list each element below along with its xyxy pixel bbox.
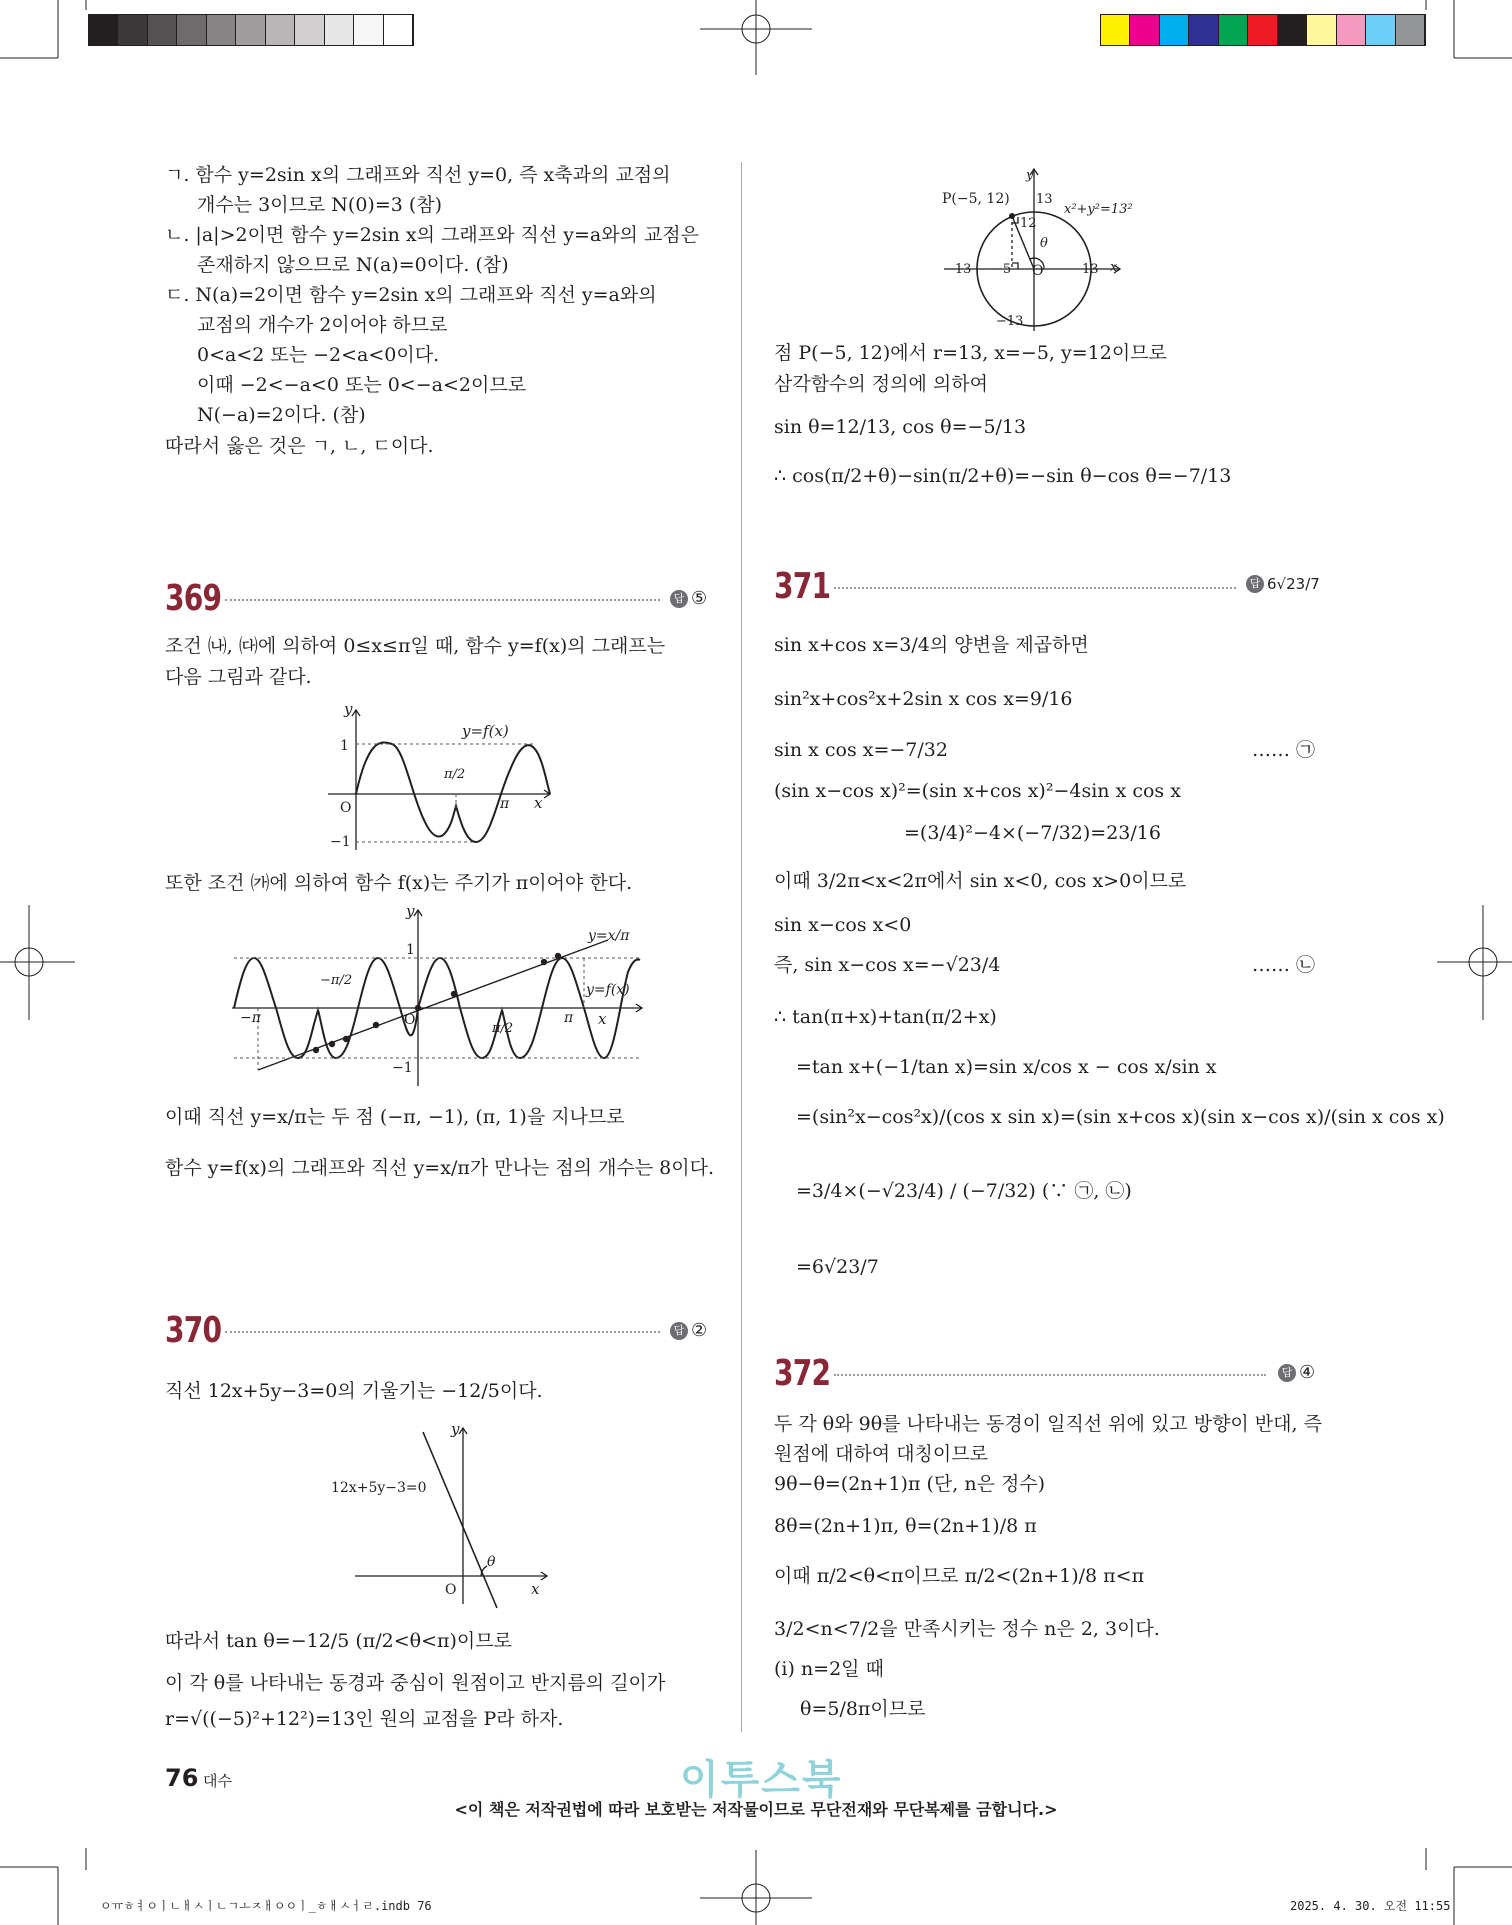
solution-line: =tan x+(−1/tan x)=sin x/cos x − cos x/sin x	[796, 1056, 1217, 1078]
intro-line: 0<a<2 또는 −2<a<0이다.	[197, 344, 440, 366]
leader-dots	[834, 1374, 1266, 1376]
solution-line: 이때 3/2π<x<2π에서 sin x<0, cos x>0이므로	[774, 870, 1187, 892]
intro-line: ㄷ. N(a)=2이면 함수 y=2sin x의 그래프와 직선 y=a와의	[165, 284, 657, 306]
solution-line: ∴ tan(π+x)+tan(π/2+x)	[774, 1006, 997, 1028]
solution-line: 함수 y=f(x)의 그래프와 직선 y=x/π가 만나는 점의 개수는 8이다.	[165, 1157, 715, 1179]
tick-13: 13	[1082, 262, 1099, 277]
tick-neg-pi: −π	[240, 1010, 261, 1026]
publisher-logo: 이투스북	[680, 1757, 843, 1803]
column-divider	[741, 162, 742, 1732]
solution-line: sin x cos x=−7/32	[774, 739, 948, 761]
page-subject: 대수	[203, 1772, 232, 1790]
point-p-label: P(−5, 12)	[942, 191, 1010, 207]
solution-line: 조건 ㈏, ㈐에 의하여 0≤x≤π일 때, 함수 y=f(x)의 그래프는	[165, 635, 666, 657]
answer-badge-icon: 답	[1246, 575, 1264, 593]
solution-line: =3/4×(−√23/4) / (−7/32) (∵ ㉠, ㉡)	[796, 1180, 1132, 1202]
circle-equation: x²+y²=13²	[1064, 202, 1133, 217]
tick-pi: π	[564, 1010, 574, 1026]
theta-label: θ	[1040, 236, 1048, 251]
y-axis-label: y	[344, 700, 353, 718]
intro-line: 개수는 3이므로 N(0)=3 (참)	[197, 194, 443, 216]
solution-line: 즉, sin x−cos x=−√23/4	[774, 954, 1001, 976]
page-number: 76	[165, 1764, 199, 1792]
problem-number: 370	[165, 1310, 222, 1351]
graph-f-with-line	[228, 902, 648, 1090]
y-axis-label: y	[406, 902, 415, 920]
answer-value: ②	[691, 1320, 708, 1341]
answer-tag	[670, 1320, 707, 1341]
solution-line: (i) n=2일 때	[774, 1658, 884, 1680]
problem-number: 371	[774, 566, 831, 607]
origin-label: O	[445, 1582, 457, 1598]
solution-line: 3/2<n<7/2을 만족시키는 정수 n은 2, 3이다.	[774, 1618, 1160, 1640]
solution-line: 9θ−θ=(2n+1)π (단, n은 정수)	[774, 1473, 1046, 1495]
solution-line: 따라서 tan θ=−12/5 (π/2<θ<π)이므로	[165, 1630, 512, 1652]
answer-badge-icon: 답	[670, 590, 688, 608]
radius-label: 13	[1036, 192, 1053, 207]
solution-line: 다음 그림과 같다.	[165, 666, 312, 688]
line-label: 12x+5y−3=0	[331, 1480, 427, 1496]
equation-mark-1: …… ㉠	[1252, 739, 1316, 761]
intro-line: 교점의 개수가 2이어야 하므로	[197, 314, 448, 336]
x-axis-label: x	[598, 1010, 607, 1028]
tick-half-pi: π/2	[444, 767, 466, 782]
solution-line: 또한 조건 ㈎에 의하여 함수 f(x)는 주기가 π이어야 한다.	[165, 872, 633, 894]
answer-badge-icon: 답	[1278, 1364, 1296, 1382]
intro-line: ㄱ. 함수 y=2sin x의 그래프와 직선 y=0, 즉 x축과의 교점의	[165, 164, 671, 186]
function-label: y=f(x)	[586, 982, 630, 998]
solution-line: =(3/4)²−4×(−7/32)=23/16	[904, 822, 1161, 844]
x-axis-label: x	[531, 1580, 540, 1598]
tick-pi: π	[500, 796, 510, 812]
leader-dots	[225, 1331, 660, 1333]
y-axis-label: y	[1026, 168, 1034, 183]
answer-value: ⑤	[691, 588, 708, 609]
tick-one: 1	[406, 942, 415, 958]
solution-line: 이때 직선 y=x/π는 두 점 (−π, −1), (π, 1)을 지나므로	[165, 1106, 625, 1128]
problem-number: 372	[774, 1353, 831, 1394]
solution-line: 원점에 대하여 대칭이므로	[774, 1443, 988, 1465]
tick-neg-13: −13	[944, 262, 972, 277]
tick-neg-half-pi: −π/2	[320, 973, 353, 988]
tick-neg-one: −1	[392, 1060, 413, 1076]
print-timestamp: 2025. 4. 30. 오전 11:55	[1290, 1899, 1451, 1913]
height-label: 12	[1020, 216, 1037, 231]
intro-line: N(−a)=2이다. (참)	[197, 404, 366, 426]
solution-line: 8θ=(2n+1)π, θ=(2n+1)/8 π	[774, 1515, 1037, 1537]
answer-tag	[1246, 573, 1320, 594]
solution-line: sin x−cos x<0	[774, 914, 912, 936]
solution-line: (sin x−cos x)²=(sin x+cos x)²−4sin x cos x	[774, 780, 1181, 802]
solution-line: 이 각 θ를 나타내는 동경과 중심이 원점이고 반지름의 길이가	[165, 1672, 666, 1694]
file-slug: ㅇㅠㅎㅕㅇㅣㄴㅐㅅㅣㄴㄱㅗㅈㅐㅇㅇㅣ_ㅎㅐㅅㅓㄹ.indb 76	[100, 1899, 432, 1913]
solution-line: sin²x+cos²x+2sin x cos x=9/16	[774, 688, 1073, 710]
answer-value: ④	[1299, 1362, 1316, 1383]
solution-line: ∴ cos(π/2+θ)−sin(π/2+θ)=−sin θ−cos θ=−7/13	[774, 465, 1232, 487]
origin-label: O	[1032, 263, 1044, 279]
tick-neg-13-bottom: −13	[996, 314, 1024, 329]
leader-dots	[834, 587, 1236, 589]
answer-badge-icon: 답	[670, 1322, 688, 1340]
intro-line: ㄴ. |a|>2이면 함수 y=2sin x의 그래프와 직선 y=a와의 교점은	[165, 224, 700, 246]
tick-half-pi: π/2	[492, 1021, 514, 1036]
intro-line: 존재하지 않으므로 N(a)=0이다. (참)	[197, 254, 509, 276]
x-axis-label: x	[1110, 260, 1118, 275]
x-axis-label: x	[534, 794, 543, 812]
solution-line: θ=5/8π이므로	[800, 1698, 926, 1720]
function-label: y=f(x)	[462, 722, 509, 740]
equation-mark-2: …… ㉡	[1252, 954, 1316, 976]
answer-value: 6√23/7	[1267, 575, 1320, 593]
theta-label: θ	[487, 1554, 496, 1570]
solution-line: r=√((−5)²+12²)=13인 원의 교점을 P라 하자.	[165, 1708, 564, 1730]
solution-line: =(sin²x−cos²x)/(cos x sin x)=(sin x+cos x)(sin x−cos x)/(sin x cos x)	[796, 1106, 1445, 1128]
problem-number: 369	[165, 578, 222, 619]
circle-diagram	[940, 165, 1170, 335]
origin-label: O	[340, 800, 352, 816]
answer-tag	[670, 588, 707, 609]
copyright-notice: <이 책은 저작권법에 따라 보호받는 저작물이므로 무단전재와 무단복제를 금합니다.>	[454, 1800, 1058, 1819]
tick-neg-one: −1	[330, 834, 351, 850]
graph-f-0-to-pi	[320, 700, 560, 860]
origin-label: O	[404, 1012, 416, 1028]
tick-neg-5: −5	[992, 262, 1012, 277]
line-label: y=x/π	[588, 928, 630, 944]
solution-line: 직선 12x+5y−3=0의 기울기는 −12/5이다.	[165, 1380, 543, 1402]
y-axis-label: y	[451, 1420, 460, 1438]
solution-line: =6√23/7	[796, 1256, 879, 1278]
intro-line: 이때 −2<−a<0 또는 0<−a<2이므로	[197, 374, 527, 396]
solution-line: 점 P(−5, 12)에서 r=13, x=−5, y=12이므로	[774, 342, 1167, 364]
tick-one: 1	[340, 738, 349, 754]
solution-line: sin θ=12/13, cos θ=−5/13	[774, 416, 1027, 438]
solution-line: sin x+cos x=3/4의 양변을 제곱하면	[774, 634, 1089, 656]
solution-line: 삼각함수의 정의에 의하여	[774, 373, 988, 395]
solution-line: 두 각 θ와 9θ를 나타내는 동경이 일직선 위에 있고 방향이 반대, 즉	[774, 1413, 1322, 1435]
solution-line: 이때 π/2<θ<π이므로 π/2<(2n+1)/8 π<π	[774, 1565, 1145, 1587]
graph-line-12x-5y	[325, 1420, 555, 1610]
leader-dots	[225, 599, 660, 601]
intro-line: 따라서 옳은 것은 ㄱ, ㄴ, ㄷ이다.	[165, 435, 434, 457]
answer-tag	[1278, 1362, 1315, 1383]
